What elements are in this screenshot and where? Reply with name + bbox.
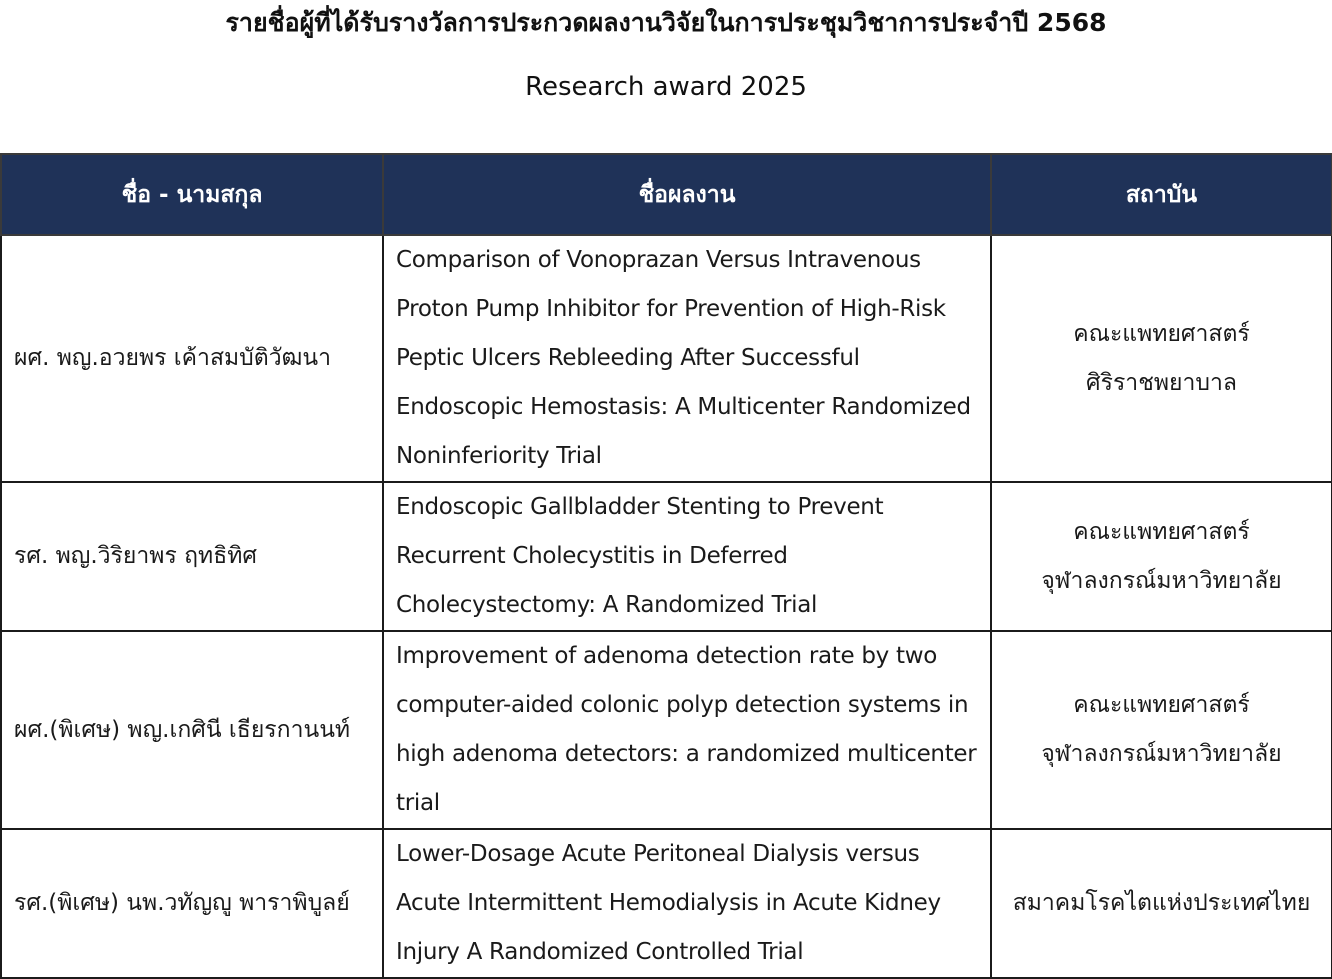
institution-line: คณะแพทยศาสตร์ (1073, 692, 1250, 718)
institution-cell (991, 482, 1332, 631)
page-title-thai: รายชื่อผู้ที่ได้รับรางวัลการประกวดผลงานวิจัยในการประชุมวิชาการประจำปี 2568 (225, 8, 1107, 37)
institution-cell (991, 235, 1332, 482)
awardee-name: ผศ.(พิเศษ) พญ.เกศินี เธียรกานนท์ (1, 631, 383, 829)
column-header-title: ชื่อผลงาน (383, 154, 991, 235)
research-title: Endoscopic Gallbladder Stenting to Prevent Recurrent Cholecystitis in Deferred Cholecystectomy: A Randomized Trial (383, 482, 991, 631)
table-row (1, 631, 1332, 829)
institution-line: คณะแพทยศาสตร์ (1073, 320, 1250, 347)
award-table (0, 153, 1332, 979)
column-header-name: ชื่อ - นามสกุล (1, 154, 383, 235)
table-row (1, 829, 1332, 978)
institution-line: จุฬาลงกรณ์มหาวิทยาลัย (1041, 567, 1282, 594)
research-title: Comparison of Vonoprazan Versus Intravenous Proton Pump Inhibitor for Prevention of High-Risk Peptic Ulcers Rebleeding After Successful Endoscopic Hemostasis: A Multicenter Randomized Noninferiority Trial (383, 235, 991, 482)
awardee-name: รศ.(พิเศษ) นพ.วทัญญู พาราพิบูลย์ (1, 829, 383, 978)
institution-line: คณะแพทยศาสตร์ (1073, 518, 1250, 545)
institution-cell (991, 829, 1332, 978)
research-title: Lower-Dosage Acute Peritoneal Dialysis versus Acute Intermittent Hemodialysis in Acute Kidney Injury A Randomized Controlled Trial (383, 829, 991, 978)
table-row (1, 235, 1332, 482)
column-header-institution: สถาบัน (991, 154, 1332, 235)
institution-line: จุฬาลงกรณ์มหาวิทยาลัย (1041, 741, 1282, 767)
research-title: Improvement of adenoma detection rate by two computer-aided colonic polyp detection systems in high adenoma detectors: a randomized multicenter trial (383, 631, 991, 829)
awardee-name: รศ. พญ.วิริยาพร ฤทธิทิศ (1, 482, 383, 631)
institution-cell (991, 631, 1332, 829)
awardee-name: ผศ. พญ.อวยพร เค้าสมบัติวัฒนา (1, 235, 383, 482)
page-title-english: Research award 2025 (525, 72, 807, 102)
table-header (1, 154, 1332, 235)
institution-line: สมาคมโรคไตแห่งประเทศไทย (1012, 890, 1311, 916)
institution-line: ศิริราชพยาบาล (1086, 369, 1237, 396)
table-row (1, 482, 1332, 631)
